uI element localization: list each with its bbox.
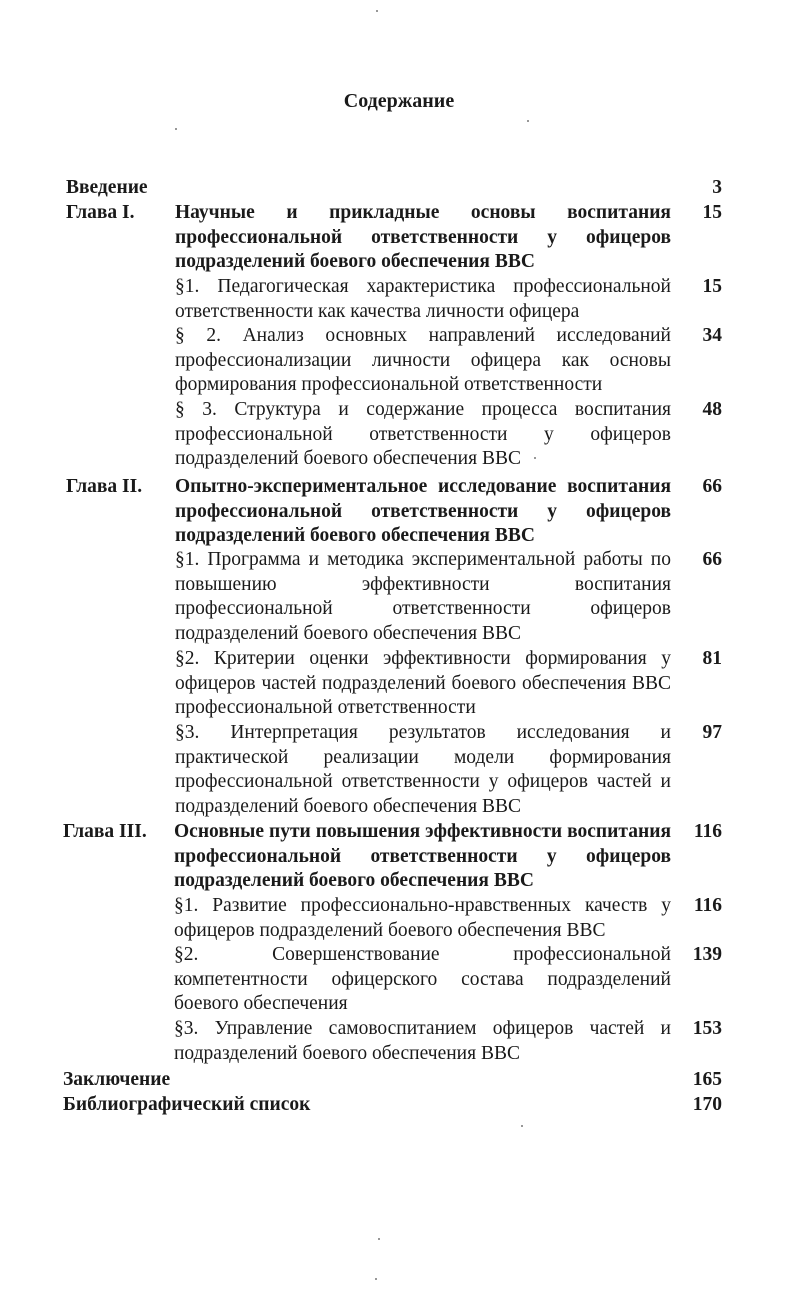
scan-speck: [376, 10, 378, 12]
toc-conclusion-page: 165: [692, 1069, 722, 1090]
toc-section[interactable]: [63, 894, 722, 943]
toc-section[interactable]: [63, 1017, 722, 1066]
toc-bibliography-label: Библиографический список: [63, 1094, 311, 1115]
scan-speck: [521, 1125, 523, 1127]
toc-section-page: 48: [702, 399, 722, 420]
toc-section[interactable]: [66, 324, 722, 398]
toc-chapter-page: 116: [693, 821, 722, 842]
scan-speck: [527, 120, 529, 122]
toc-section-text: § 3. Структура и содержание процесса воспитания профессиональной ответственности у офицеров подразделений боевого обеспечения ВВС: [175, 399, 671, 470]
toc-section-page: 81: [702, 648, 722, 669]
toc-chapter-label: Глава I.: [66, 202, 135, 223]
toc-section-text: §1. Педагогическая характеристика профессиональной ответственности как качества личности офицера: [175, 276, 671, 322]
toc-chapter-page: 66: [702, 476, 722, 497]
toc-section-page: 116: [693, 895, 722, 916]
toc-section-text: §1. Программа и методика экспериментальной работы по повышению эффективности воспитания профессиональной ответственности офицеров подразделений боевого обеспечения ВВС: [175, 549, 671, 644]
toc-section-text: §3. Управление самовоспитанием офицеров частей и подразделений боевого обеспечения ВВС: [174, 1018, 671, 1064]
toc-chapter-label: Глава II.: [66, 476, 143, 497]
toc-section-page: 15: [702, 276, 722, 297]
toc-section-page: 66: [702, 549, 722, 570]
toc-chapter-2[interactable]: [66, 475, 722, 549]
toc-section[interactable]: [63, 943, 722, 1017]
toc-section[interactable]: [66, 647, 722, 721]
toc-bibliography-page: 170: [692, 1094, 722, 1115]
toc-bibliography[interactable]: [63, 1093, 722, 1118]
toc-section[interactable]: [66, 275, 722, 324]
toc-chapter-title: Основные пути повышения эффективности воспитания профессиональной ответственности у офицеров подразделений боевого обеспечения ВВС: [174, 821, 671, 892]
toc-section-page: 153: [692, 1018, 722, 1039]
toc-section-text: §1. Развитие профессионально-нравственных качеств у офицеров подразделений боевого обеспечения ВВС: [174, 895, 671, 941]
scan-speck: [378, 1238, 380, 1240]
toc-section[interactable]: [66, 548, 722, 647]
toc-section-text: §3. Интерпретация результатов исследования и практической реализации модели формирования профессиональной ответственности у офицеров частей и подразделений боевого обеспечения ВВС: [175, 722, 671, 817]
scan-speck: [534, 457, 536, 459]
toc-section[interactable]: [66, 398, 722, 472]
toc-chapter-label: Глава III.: [63, 821, 147, 842]
toc-conclusion[interactable]: [63, 1068, 722, 1093]
page-title: Содержание: [343, 90, 455, 112]
toc-chapter-3[interactable]: [63, 820, 722, 894]
toc-chapter-page: 15: [702, 202, 722, 223]
toc-section-page: 139: [692, 944, 722, 965]
toc-section-text: § 2. Анализ основных направлений исследований профессионализации личности офицера как основы формирования профессиональной ответственности: [175, 325, 671, 396]
toc-section-page: 97: [702, 722, 722, 743]
toc-intro-label: Введение: [66, 177, 148, 198]
toc-chapter-title: Опытно-экспериментальное исследование воспитания профессиональной ответственности у офицеров подразделений боевого обеспечения ВВС: [175, 476, 671, 547]
toc-intro-page: 3: [712, 177, 722, 198]
toc-chapter-title: Научные и прикладные основы воспитания профессиональной ответственности у офицеров подразделений боевого обеспечения ВВС: [175, 202, 671, 273]
scan-speck: [375, 1278, 377, 1280]
toc-conclusion-label: Заключение: [63, 1069, 171, 1090]
toc-section-text: §2. Критерии оценки эффективности формирования у офицеров частей подразделений боевого обеспечения ВВС профессиональной ответственности: [175, 648, 671, 719]
toc-section-page: 34: [702, 325, 722, 346]
toc-chapter-1[interactable]: [66, 201, 722, 275]
toc-section[interactable]: [66, 721, 722, 820]
toc-intro[interactable]: [66, 176, 722, 201]
toc-section-text: §2. Совершенствование профессиональной компетентности офицерского состава подразделений боевого обеспечения: [174, 944, 671, 1015]
scan-speck: [175, 128, 177, 130]
